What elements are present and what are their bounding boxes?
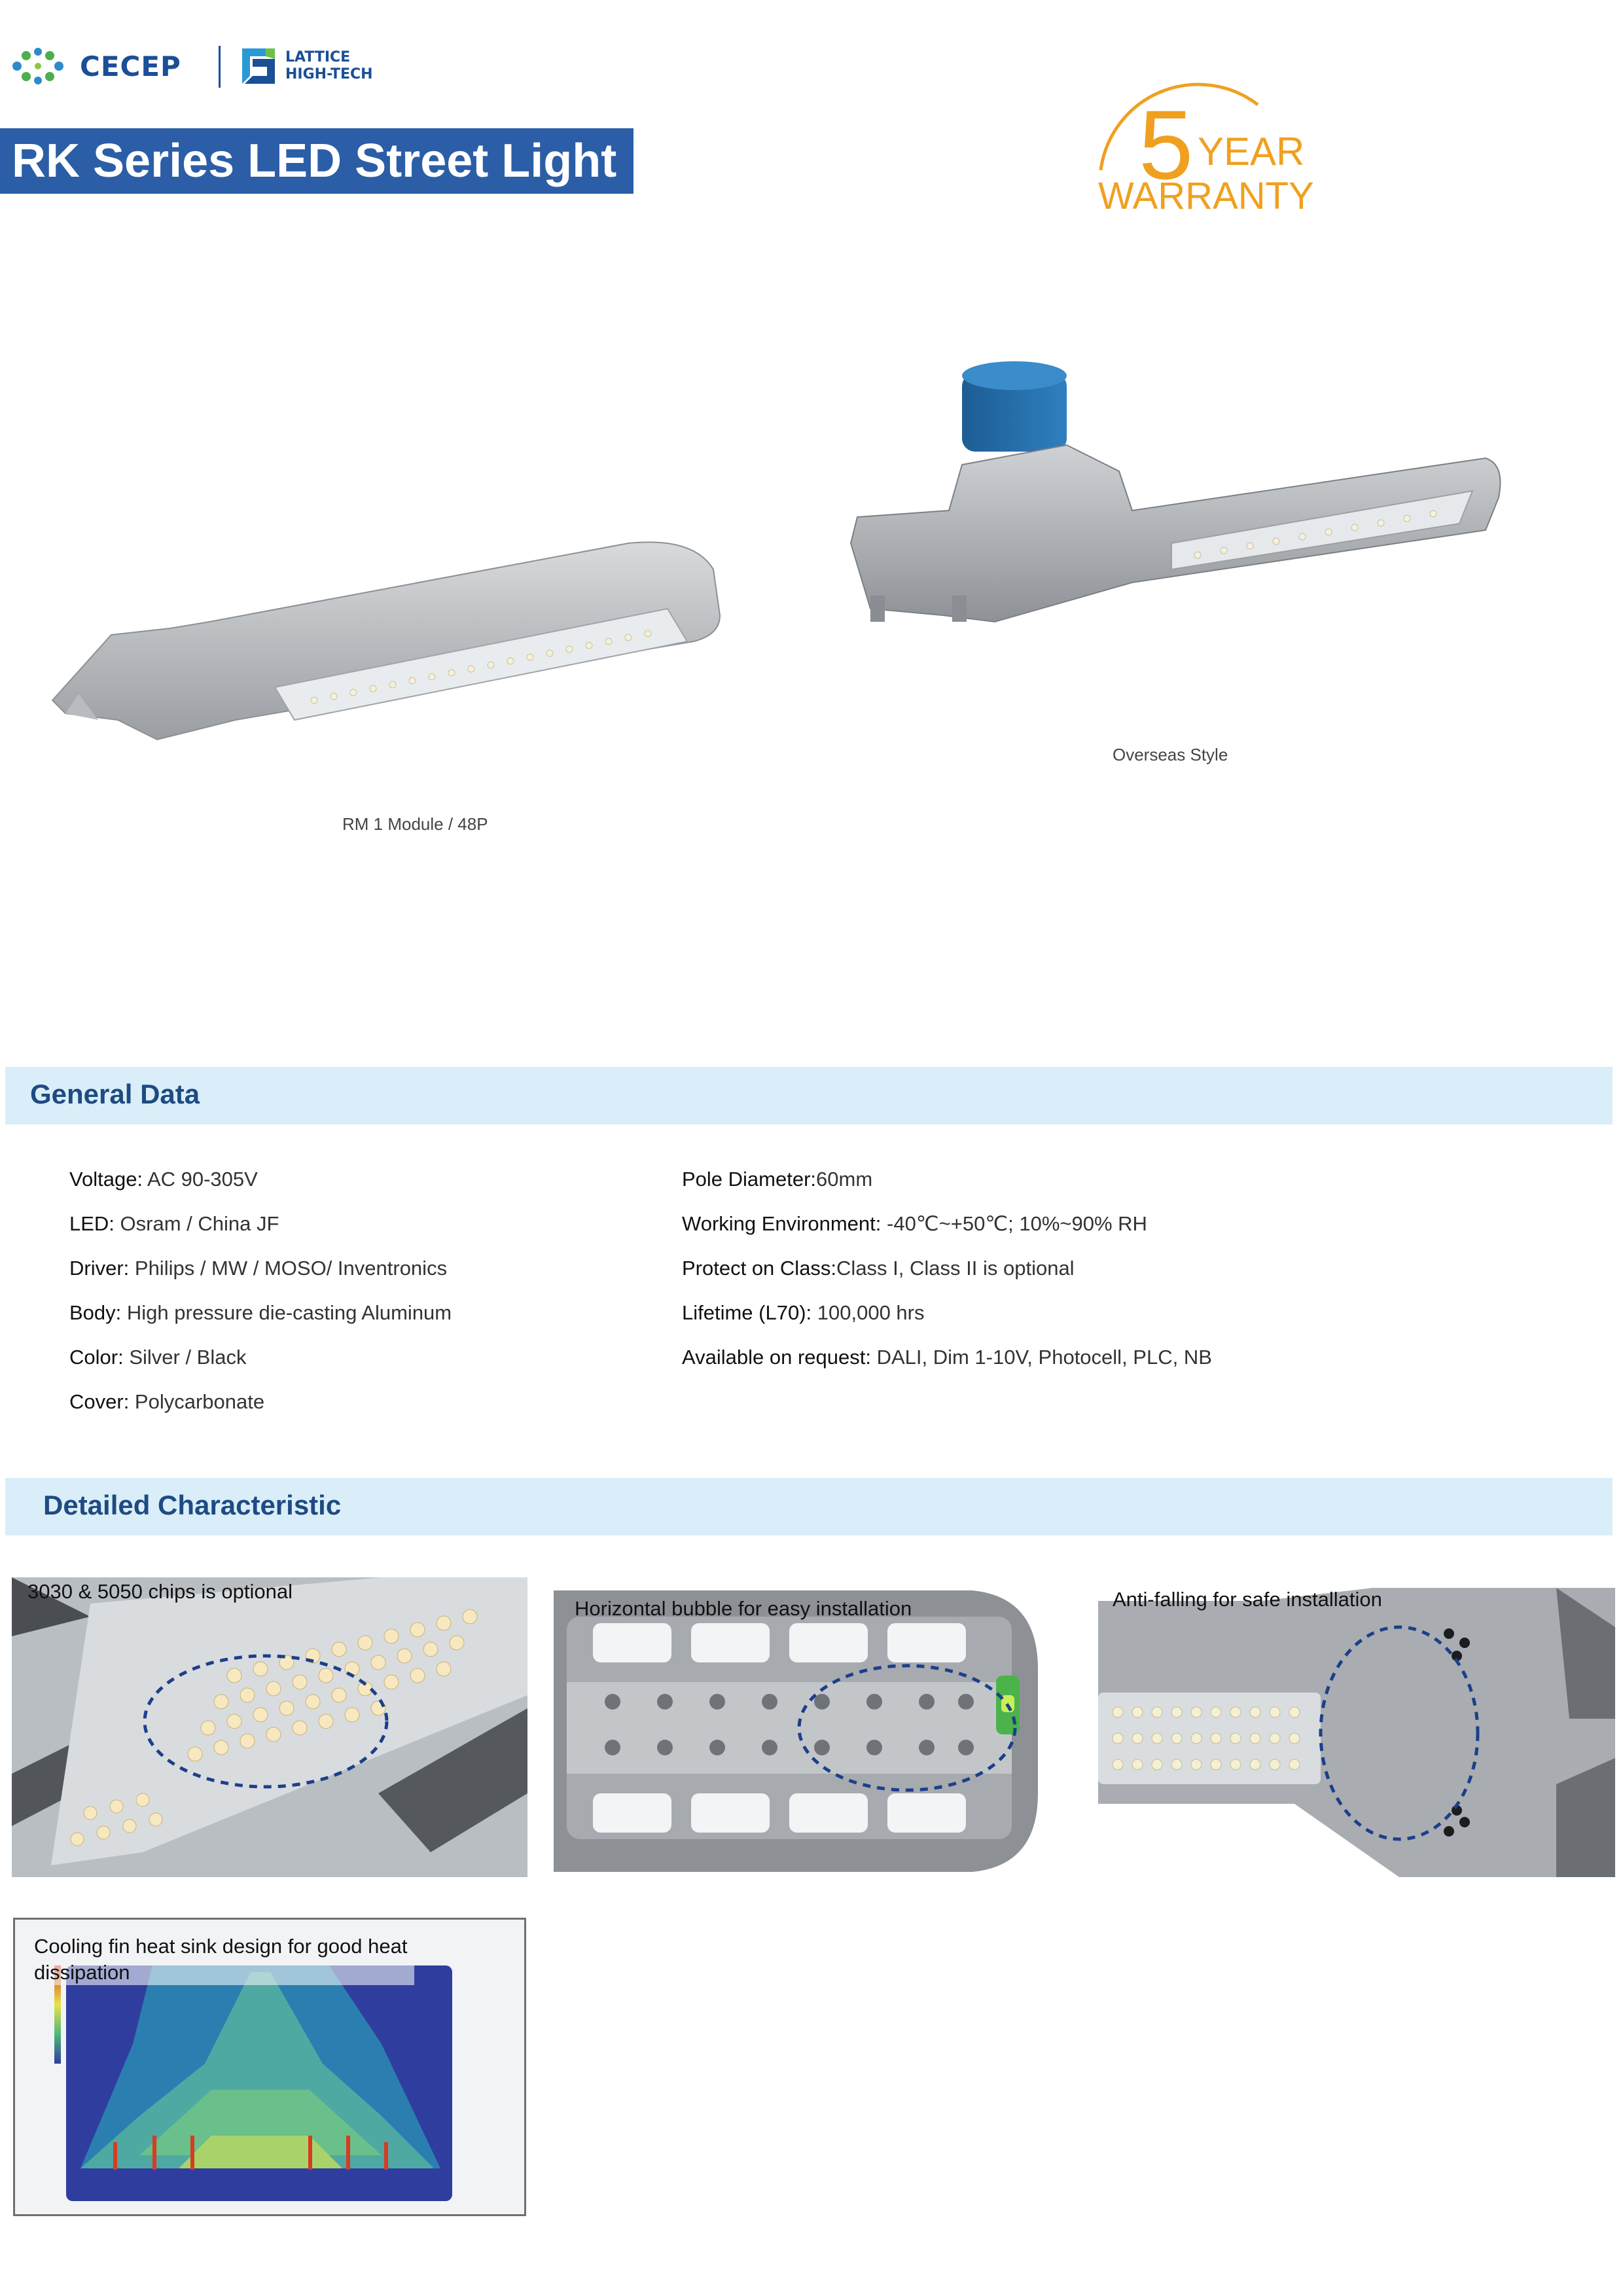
spec-pole-diameter: Pole Diameter:60mm [682, 1168, 873, 1191]
lattice-logo-line1: LATTICE [285, 49, 351, 65]
title-banner [0, 128, 633, 194]
spec-led: LED: Osram / China JF [69, 1212, 279, 1235]
general-data-header [5, 1067, 1613, 1124]
warranty-word: WARRANTY [1098, 175, 1314, 217]
warranty-number: 5 [1139, 90, 1194, 200]
product-image-rm [39, 524, 733, 759]
product-caption-rm: RM 1 Module / 48P [342, 814, 488, 834]
warranty-year: YEAR [1198, 130, 1305, 173]
detailed-characteristic-header [5, 1478, 1613, 1535]
spec-color: Color: Silver / Black [69, 1346, 247, 1369]
spec-working-environment: Working Environment: -40℃~+50℃; 10%~90% RH [682, 1212, 1147, 1235]
spec-driver: Driver: Philips / MW / MOSO/ Inventronics [69, 1257, 448, 1280]
spec-available-on-request: Available on request: DALI, Dim 1-10V, Photocell, PLC, NB [682, 1346, 1212, 1369]
spec-voltage: Voltage: AC 90-305V [69, 1168, 258, 1191]
page-title: RK Series LED Street Light [12, 135, 617, 187]
lattice-logo [240, 45, 410, 88]
feature-photo-chips [12, 1577, 527, 1877]
feature-caption-chips: 3030 & 5050 chips is optional [27, 1580, 293, 1603]
spec-lifetime: Lifetime (L70): 100,000 hrs [682, 1301, 925, 1324]
cecep-logo [9, 43, 205, 89]
spec-body: Body: High pressure die-casting Aluminum [69, 1301, 452, 1324]
feature-photo-bubble [554, 1577, 1044, 1877]
feature-caption-cooling: Cooling fin heat sink design for good heat dissipation [34, 1935, 408, 1984]
product-caption-overseas: Overseas Style [1113, 745, 1228, 764]
feature-caption-bubble: Horizontal bubble for easy installation [575, 1597, 912, 1620]
general-data-title: General Data [30, 1079, 200, 1109]
logo-divider [219, 46, 221, 88]
feature-caption-anti-falling: Anti-falling for safe installation [1113, 1588, 1382, 1611]
cecep-logo-text: CECEP [80, 50, 181, 82]
detailed-characteristic-title: Detailed Characteristic [43, 1490, 342, 1520]
spec-protection-class: Protect on Class:Class I, Class II is optional [682, 1257, 1075, 1280]
warranty-badge [1086, 72, 1314, 223]
product-image-overseas [844, 347, 1505, 655]
feature-photo-anti-falling [1098, 1588, 1615, 1877]
lattice-logo-line2: HIGH-TECH [285, 66, 373, 82]
spec-cover: Cover: Polycarbonate [69, 1390, 265, 1413]
lattice-logo-icon [240, 46, 277, 86]
cecep-logo-icon [9, 48, 72, 84]
